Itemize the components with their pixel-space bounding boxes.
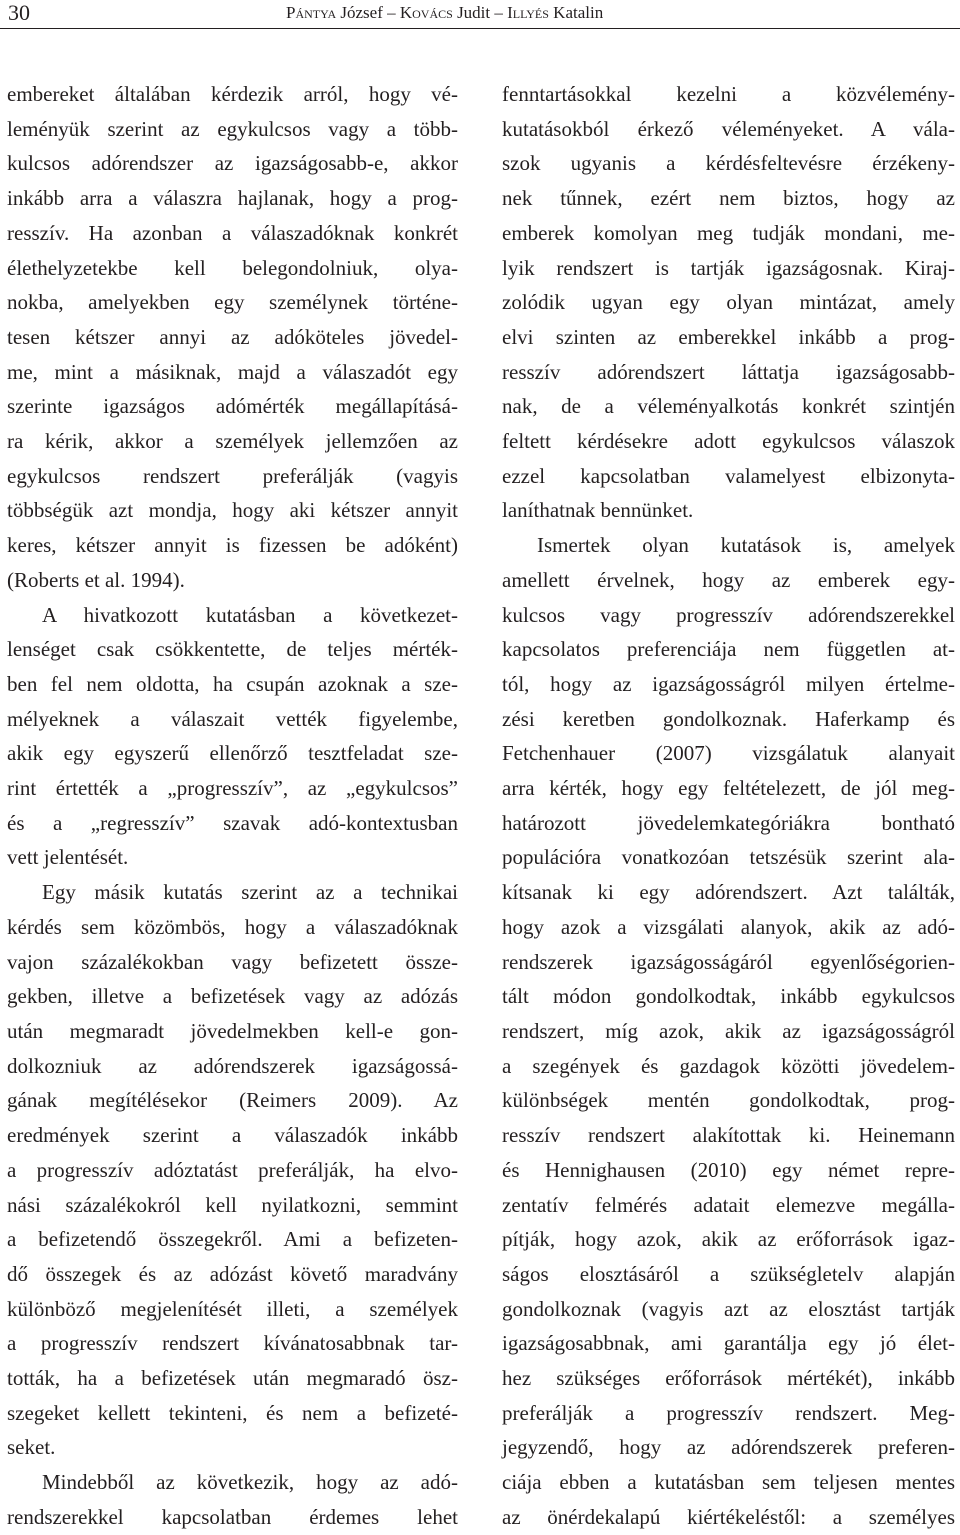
text-line: igazságosabbnak, ami garantálja egy jó élet- [502,1331,955,1356]
text-line: me, mint a másiknak, majd a válaszadót egy [7,359,458,384]
text-line: élethelyzetekbe kell belegondolniuk, olya- [7,255,458,280]
text-line: leményük szerint az egykulcsos vagy a több- [7,116,458,141]
text-line: szegeket kellett tekinteni, és nem a befizeté- [7,1400,458,1425]
text-line: többségük azt mondja, hogy aki kétszer annyit [7,498,458,523]
text-line: zolódik ugyan egy olyan mintázat, amely [502,290,955,315]
text-line: populációra vonatkozóan tetszésük szerint ala- [502,845,955,870]
text-line: rendszert, míg azok, akik az igazságosságról [502,1018,955,1043]
right-column [502,77,955,1535]
text-line: pítják, hogy azok, akik az erőforrások igaz- [502,1227,955,1252]
text-line: Fetchenhauer (2007) vizsgálatuk alanyait [502,741,955,766]
text-line: tották, ha a befizetések után megmaradó ösz- [7,1366,458,1391]
text-line: feltett kérdésekre adott egykulcsos válaszok [502,429,955,454]
text-line: és a „regresszív” szavak adó-kontextusban [7,810,458,835]
text-line: keres, kétszer annyit is fizessen be adóként) [7,533,458,558]
text-line: eredmények szerint a válaszadók inkább [7,1123,458,1148]
text-line: határozott jövedelemkategóriákra bontható [502,810,955,835]
text-line: rendszerekkel kapcsolatban érdemes lehet [7,1504,458,1529]
text-line: tól, hogy az igazságosságról milyen értelme- [502,671,955,696]
text-line: ezzel kapcsolatban valamelyest elbizonyta- [502,463,955,488]
text-line: a befizetendő összegekről. Ami a befizeten- [7,1227,458,1252]
text-line: kulcsos adórendszer az igazságosabb-e, akkor [7,151,458,176]
text-line: szok ugyanis a kérdésfeltevésre érzékeny- [502,151,955,176]
text-line: a szegények és gazdagok közötti jövedelem- [502,1053,955,1078]
text-line: zési keretben gondolkoznak. Haferkamp és [502,706,955,731]
text-line: laníthatnak bennünket. [502,498,694,523]
text-line: zentatív felmérés adatait elemezve megálla- [502,1192,955,1217]
text-line: nek tűnnek, ezért nem biztos, hogy az [502,186,955,211]
text-line: A hivatkozott kutatásban a következet- [42,602,458,627]
text-line: tált módon gondolkodtak, inkább egykulcsos [502,984,955,1009]
text-line: nási százalékokról kell nyilatkozni, semmint [7,1192,458,1217]
text-line: ben fel nem oldotta, ha csupán azoknak a sze- [7,671,458,696]
text-line: fenntartásokkal kezelni a közvélemény- [502,82,955,106]
text-line: ságos elosztásáról a szükségletelv alapján [502,1261,955,1286]
text-line: dolkozniuk az adórendszerek igazságossá- [7,1053,458,1078]
text-line: (Roberts et al. 1994). [7,567,185,592]
text-line: amellett érvelnek, hogy az emberek egy- [502,567,955,592]
text-line: az önérdekalapú kiértékeléstől: a személyes [502,1504,955,1529]
text-line: kulcsos vagy progresszív adórendszerekkel [502,602,955,627]
text-line: preferálják a progresszív rendszert. Meg- [502,1400,955,1425]
text-line: nokba, amelyekben egy személynek történe- [7,290,458,315]
text-line: kutatásokból érkező véleményeket. A vála- [502,116,955,141]
text-line: rint értették a „progresszív”, az „egykulcsos” [7,776,458,801]
text-line: resszív rendszert alakítottak ki. Heinemann [502,1123,955,1148]
text-line: Egy másik kutatás szerint az a technikai [42,880,458,905]
text-line: Mindebből az következik, hogy az adó- [42,1470,458,1495]
running-header [0,0,960,29]
text-line: resszív. Ha azonban a válaszadóknak konkrét [7,220,458,245]
text-line: tesen kétszer annyi az adóköteles jövedel- [7,324,458,349]
text-line: és Hennighausen (2010) egy német repre- [502,1157,955,1182]
page-number: 30 [8,0,30,25]
text-line: mélyeknek a válaszait vették figyelembe, [7,706,458,731]
text-line: Ismertek olyan kutatások is, amelyek [537,533,955,558]
text-line: vett jelentését. [7,845,129,870]
text-line: emberek komolyan meg tudják mondani, me- [502,220,955,245]
text-line: rendszerek igazságosságáról egyenlőségorien- [502,949,955,974]
running-head-authors: Pántya József – Kovács Judit – Illyés Katalin [286,3,604,22]
text-line: dő összegek és az adózást követő maradvány [7,1261,458,1286]
text-line: vajon százalékokban vagy befizetett össze- [7,949,458,974]
text-line: resszív adórendszert láttatja igazságosabb- [502,359,955,384]
text-line: nak, de a véleményalkotás konkrét szintjén [502,394,955,419]
text-line: a progresszív adóztatást preferálják, ha elvo- [7,1157,458,1182]
text-line: kapcsolatos preferenciája nem független at- [502,637,955,662]
text-line: gának megítélésekor (Reimers 2009). Az [7,1088,458,1113]
left-column [7,77,458,1535]
text-line: kérdés sem közömbös, hogy a válaszadóknak [7,914,458,939]
text-line: a progresszív rendszert kívánatosabbnak tar- [7,1331,458,1356]
text-line: elvi szinten az emberekkel inkább a prog- [502,324,955,349]
text-line: ra kérik, akkor a személyek jellemzően az [7,429,458,454]
text-line: lyik rendszert is tartják igazságosnak. Kiraj- [502,255,955,280]
text-line: egykulcsos rendszert preferálják (vagyis [7,463,458,488]
text-line: gekben, illetve a befizetések vagy az adózás [7,984,458,1009]
text-line: inkább arra a válaszra hajlanak, hogy a prog- [7,186,458,211]
text-line: lenséget csak csökkentette, de teljes mérték- [7,637,458,662]
text-line: ciája ebben a kutatásban sem teljesen mentes [502,1470,955,1495]
text-line: különbségek mentén gondolkodtak, prog- [502,1088,955,1113]
text-line: embereket általában kérdezik arról, hogy vé- [7,82,458,106]
text-line: hez szükséges erőforrások mértékét), inkább [502,1366,955,1391]
text-line: után megmaradt jövedelmekben kell-e gon- [7,1018,458,1043]
text-line: jegyzendő, hogy az adórendszerek preferen- [502,1435,955,1460]
text-line: kítsanak ki egy adórendszert. Azt találták, [502,880,955,905]
text-line: szerinte igazságos adómérték megállapításá- [7,394,458,419]
text-line: seket. [7,1435,56,1460]
text-line: gondolkoznak (vagyis azt az elosztást tartják [502,1296,955,1321]
text-line: akik egy egyszerű ellenőrző tesztfeladat sze- [7,741,458,766]
text-line: hogy azok a vizsgálati alanyok, akik az adó- [502,914,955,939]
text-line: arra kérték, hogy egy feltételezett, de jól meg- [502,776,955,801]
text-line: különböző megjelenítését illeti, a személyek [7,1296,458,1321]
